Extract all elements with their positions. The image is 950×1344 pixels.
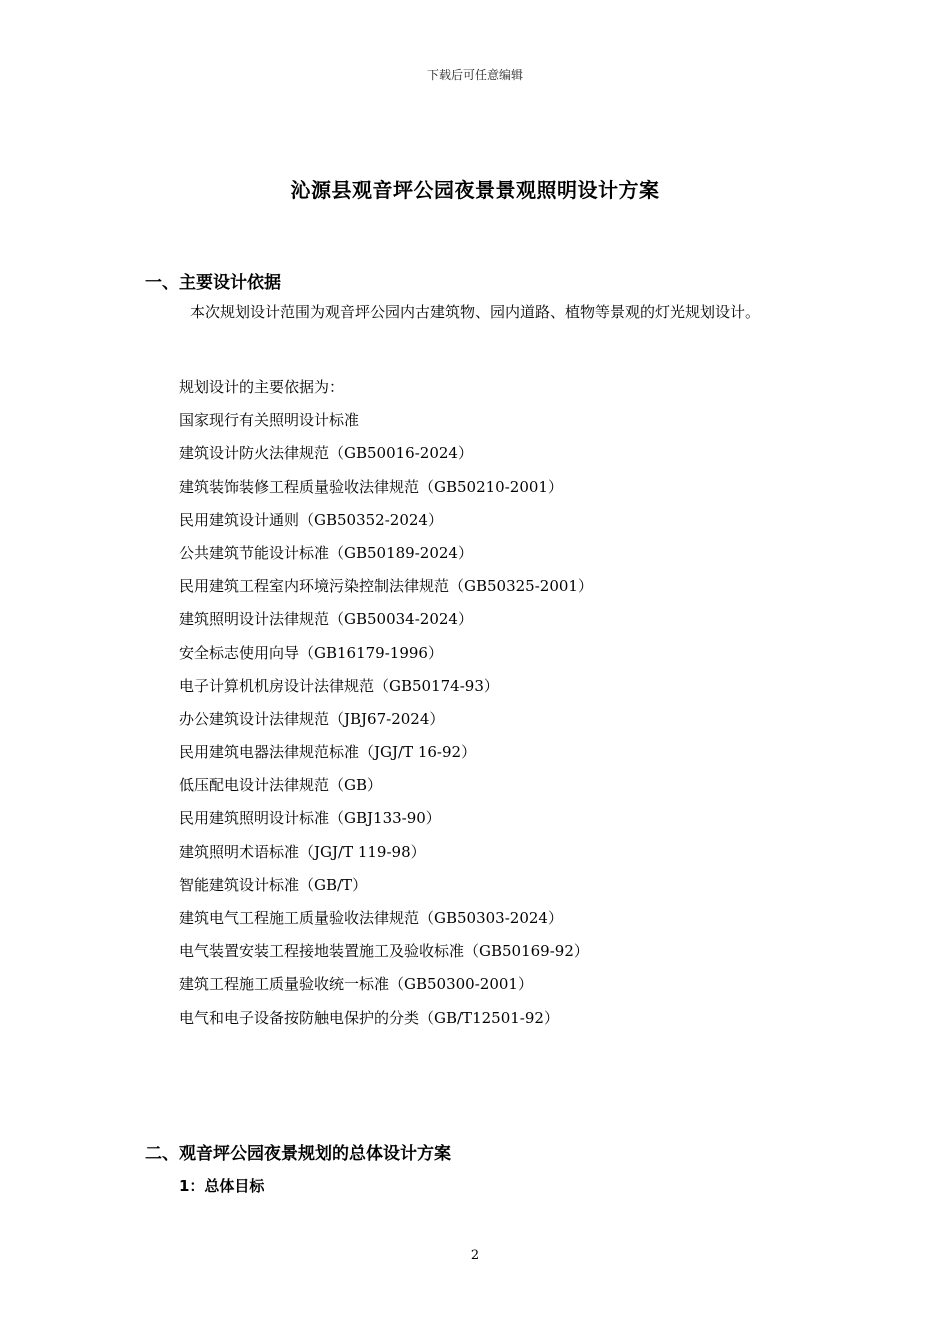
list-item: 电子计算机机房设计法律规范（GB50174-93） [179, 676, 499, 695]
list-item: 民用建筑照明设计标准（GBJ133-90） [179, 809, 441, 828]
list-item: 电气和电子设备按防触电保护的分类（GB/T12501-92） [179, 1008, 559, 1027]
list-item: 建筑装饰装修工程质量验收法律规范（GB50210-2001） [179, 477, 563, 496]
list-item: 规划设计的主要依据为： [179, 378, 345, 396]
list-item: 建筑工程施工质量验收统一标准（GB50300-2001） [179, 975, 533, 994]
list-item: 安全标志使用向导（GB16179-1996） [179, 643, 443, 662]
list-item: 公共建筑节能设计标准（GB50189-2024） [179, 543, 473, 562]
list-item: 国家现行有关照明设计标准 [179, 411, 360, 430]
header-note: 下载后可任意编辑 [426, 68, 523, 82]
page-number: 2 [470, 1248, 480, 1263]
list-item: 电气装置安装工程接地装置施工及验收标准（GB50169-92） [179, 942, 589, 961]
subheading-overall-goal: 1：总体目标 [179, 1177, 265, 1195]
document-title: 沁源县观音坪公园夜景景观照明设计方案 [290, 178, 660, 202]
list-item: 建筑电气工程施工质量验收法律规范（GB50303-2024） [179, 909, 563, 927]
section-heading-design-basis: 一、主要设计依据 [145, 273, 281, 293]
scope-paragraph: 本次规划设计范围为观音坪公园内古建筑物、园内道路、植物等景观的灯光规划设计。 [190, 303, 761, 321]
section-heading-overall-plan: 二、观音坪公园夜景规划的总体设计方案 [145, 1144, 451, 1164]
list-item: 办公建筑设计法律规范（JBJ67-2024） [179, 709, 445, 728]
list-item: 低压配电设计法律规范（GB） [179, 776, 383, 795]
list-item: 民用建筑电器法律规范标准（JGJ/T 16-92） [179, 743, 477, 762]
list-item: 建筑设计防火法律规范（GB50016-2024） [179, 444, 473, 463]
list-item: 建筑照明设计法律规范（GB50034-2024） [179, 610, 473, 629]
list-item: 建筑照明术语标准（JGJ/T 119-98） [179, 842, 426, 861]
list-item: 智能建筑设计标准（GB/T） [179, 875, 368, 894]
standards-list [179, 371, 593, 1035]
list-item: 民用建筑工程室内环境污染控制法律规范（GB50325-2001） [179, 577, 593, 596]
list-item: 民用建筑设计通则（GB50352-2024） [179, 510, 443, 529]
